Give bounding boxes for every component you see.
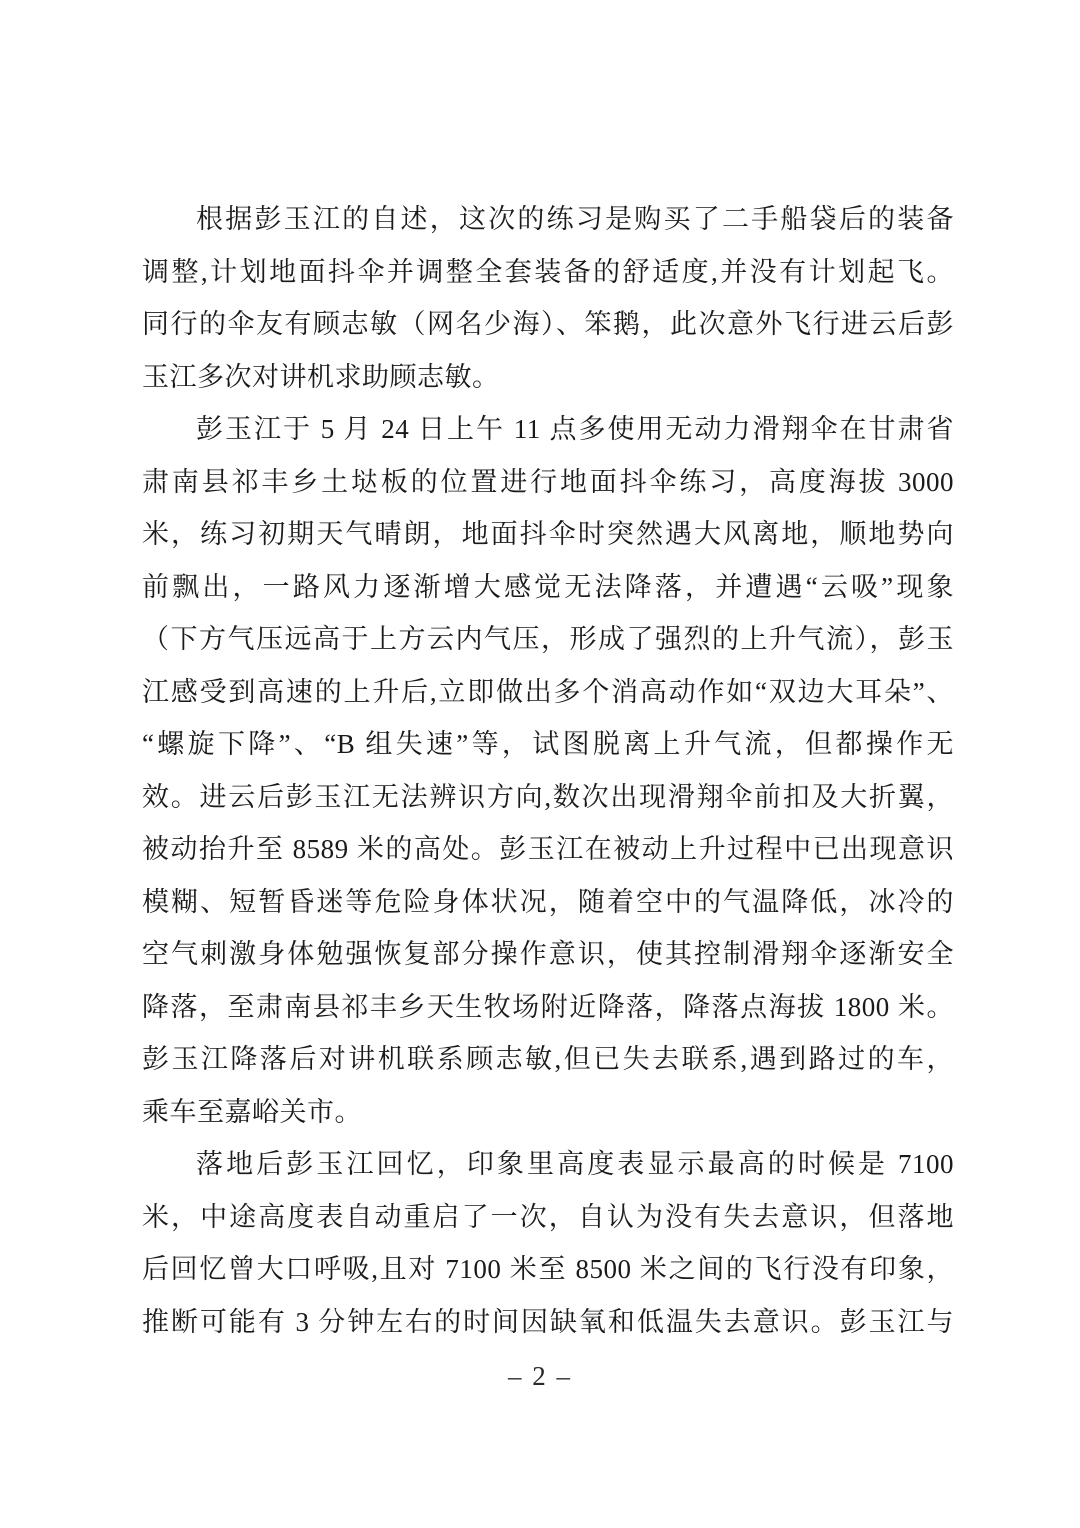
text-line: 米，练习初期天气晴朗，地面抖伞时突然遇大风离地，顺地势向	[142, 519, 954, 549]
text-line: （下方气压远高于上方云内气压，形成了强烈的上升气流），彭玉	[142, 624, 954, 654]
text-line: 落地后彭玉江回忆，印象里高度表显示最高的时候是 7100	[196, 1149, 954, 1179]
text-line: 江感受到高速的上升后,立即做出多个消高动作如“双边大耳朵”、	[142, 676, 954, 707]
text-line: 同行的伞友有顾志敏（网名少海）、笨鹅，此次意外飞行进云后彭	[142, 309, 954, 339]
text-line: 根据彭玉江的自述，这次的练习是购买了二手船袋后的装备	[196, 204, 954, 234]
text-line: 前飘出，一路风力逐渐增大感觉无法降落，并遭遇“云吸”现象	[142, 571, 954, 602]
text-line: 米，中途高度表自动重启了一次，自认为没有失去意识，但落地	[142, 1201, 954, 1232]
paragraph	[142, 1138, 954, 1348]
text-line: 肃南县祁丰乡土垯板的位置进行地面抖伞练习，高度海拔 3000	[142, 466, 954, 497]
text-line: 模糊、短暂昏迷等危险身体状况，随着空中的气温降低，冰冷的	[142, 886, 954, 917]
page-number: – 2 –	[508, 1361, 572, 1391]
text-line: 玉江多次对讲机求助顾志敏。	[142, 361, 500, 392]
text-line: 彭玉江降落后对讲机联系顾志敏,但已失去联系,遇到路过的车，	[142, 1044, 954, 1074]
text-line: 推断可能有 3 分钟左右的时间因缺氧和低温失去意识。彭玉江与	[142, 1306, 954, 1337]
text-line: 乘车至嘉峪关市。	[142, 1096, 362, 1127]
text-line: 被动抬升至 8589 米的高处。彭玉江在被动上升过程中已出现意识	[142, 834, 954, 864]
text-line: 效。进云后彭玉江无法辨识方向,数次出现滑翔伞前扣及大折翼，	[142, 781, 954, 812]
text-line: “螺旋下降”、“B 组失速”等，试图脱离上升气流，但都操作无	[142, 729, 954, 759]
text-line: 后回忆曾大口呼吸,且对 7100 米至 8500 米之间的飞行没有印象，	[142, 1254, 954, 1284]
paragraph	[142, 403, 954, 1138]
text-line: 调整,计划地面抖伞并调整全套装备的舒适度,并没有计划起飞。	[142, 256, 954, 287]
text-line: 降落，至肃南县祁丰乡天生牧场附近降落，降落点海拔 1800 米。	[142, 991, 954, 1022]
text-line: 空气刺激身体勉强恢复部分操作意识，使其控制滑翔伞逐渐安全	[142, 939, 954, 969]
document-page-body	[142, 193, 954, 1348]
paragraph	[142, 193, 954, 403]
text-line: 彭玉江于 5 月 24 日上午 11 点多使用无动力滑翔伞在甘肃省	[196, 414, 954, 444]
